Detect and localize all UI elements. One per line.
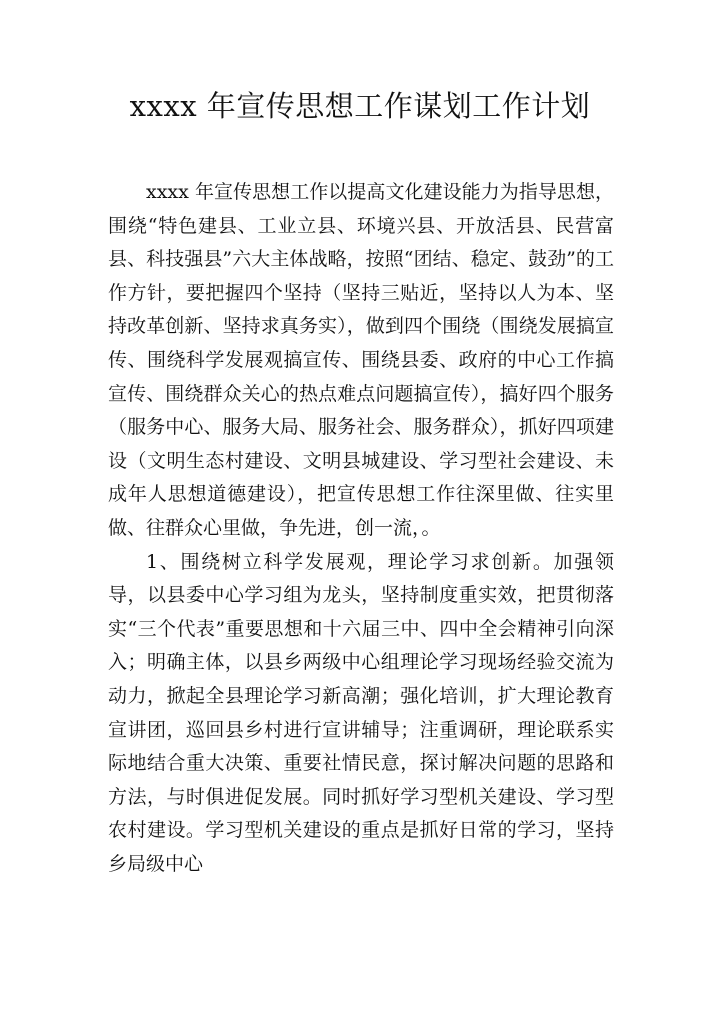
paragraph-intro: xxxx 年宣传思想工作以提高文化建设能力为指导思想，围绕“特色建县、工业立县、环境兴县、开放活县、民营富县、科技强县”六大主体战略，按照“团结、稳定、鼓劲”的工作方针，要把握四个坚持（坚持三贴近，坚持以人为本、坚持改革创新、坚持求真务实），做到四个围绕（围绕发展搞宣传、围绕科学发展观搞宣传、围绕县委、政府的中心工作搞宣传、围绕群众关心的热点难点问题搞宣传），搞好四个服务（服务中心、服务大局、服务社会、服务群众），抓好四项建设（文明生态村建设、文明县城建设、学习型社会建设、未成年人思想道德建设），把宣传思想工作往深里做、往实里做、往群众心里做，争先进，创一流，。 <box>108 181 614 539</box>
document-body <box>108 176 614 881</box>
document-title: xxxx 年宣传思想工作谋划工作计划 <box>129 89 591 123</box>
paragraph-theory-study: 1、围绕树立科学发展观，理论学习求创新。加强领导，以县委中心学习组为龙头，坚持制度重实效，把贯彻落实“三个代表”重要思想和十六届三中、四中全会精神引向深入；明确主体，以县乡两级中心组理论学习现场经验交流为动力，掀起全县理论学习新高潮；强化培训，扩大理论教育宣讲团，巡回县乡村进行宣讲辅导；注重调研，理论联系实际地结合重大决策、重要社情民意，探讨解决问题的思路和方法，与时俱进促发展。同时抓好学习型机关建设、学习型农村建设。学习型机关建设的重点是抓好日常的学习，坚持乡局级中心 <box>108 550 614 875</box>
